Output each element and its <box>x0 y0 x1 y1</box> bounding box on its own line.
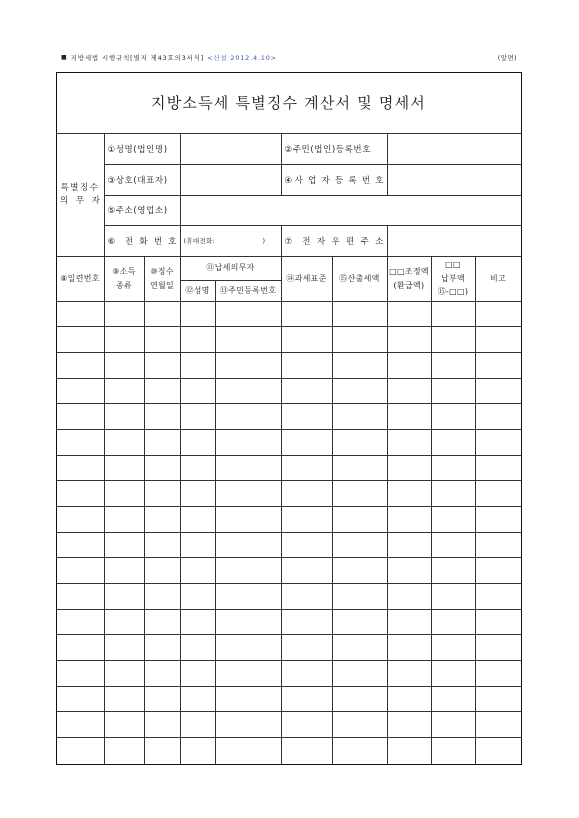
payment-cell[interactable] <box>432 584 476 610</box>
tax-base-cell[interactable] <box>282 584 333 610</box>
adjustment-cell[interactable] <box>388 507 432 533</box>
detail-row <box>57 481 521 507</box>
collection-date-cell[interactable] <box>145 712 181 738</box>
computed-tax-cell[interactable] <box>333 687 388 713</box>
taxpayer-name-cell[interactable] <box>181 635 216 661</box>
adjustment-header-line2: (환급액) <box>393 280 425 290</box>
adjustment-header-line1: □□조정액 <box>389 267 429 276</box>
collection-date-cell[interactable] <box>145 507 181 533</box>
name-label: ①성명(법인명) <box>107 144 168 155</box>
remarks-cell[interactable] <box>476 353 521 379</box>
detail-row <box>57 456 521 482</box>
payment-cell[interactable] <box>432 533 476 559</box>
payment-cell[interactable] <box>432 404 476 430</box>
computed-tax-header-text: ⑮산출세액 <box>339 273 380 283</box>
taxpayer-name-cell[interactable] <box>181 379 216 405</box>
trade-name-label-cell <box>105 165 181 196</box>
computed-tax-cell[interactable] <box>333 584 388 610</box>
taxpayer-name-cell[interactable] <box>181 738 216 764</box>
detail-row <box>57 738 521 764</box>
detail-row <box>57 712 521 738</box>
taxpayer-name-cell[interactable] <box>181 610 216 636</box>
collection-date-cell[interactable] <box>145 533 181 559</box>
adjustment-cell[interactable] <box>388 712 432 738</box>
detail-row <box>57 327 521 353</box>
taxpayer-rrn-cell[interactable] <box>216 379 282 405</box>
collection-date-cell[interactable] <box>145 430 181 456</box>
tax-base-cell[interactable] <box>282 456 333 482</box>
remarks-cell[interactable] <box>476 687 521 713</box>
tax-base-cell[interactable] <box>282 379 333 405</box>
email-label-cell <box>282 226 388 257</box>
tax-base-cell[interactable] <box>282 430 333 456</box>
payment-cell[interactable] <box>432 661 476 687</box>
taxpayer-name-cell[interactable] <box>181 430 216 456</box>
computed-tax-cell[interactable] <box>333 635 388 661</box>
page-side-label: (앞면) <box>497 53 517 62</box>
taxpayer-name-cell[interactable] <box>181 302 216 328</box>
taxpayer-rrn-cell[interactable] <box>216 661 282 687</box>
remarks-cell[interactable] <box>476 635 521 661</box>
collection-date-header-line1: ⑩징수 <box>150 267 174 276</box>
trade-name-field[interactable] <box>181 165 282 196</box>
detail-row <box>57 558 521 584</box>
computed-tax-header <box>333 257 388 302</box>
taxpayer-rrn-cell[interactable] <box>216 687 282 713</box>
taxpayer-rrn-cell[interactable] <box>216 404 282 430</box>
remarks-cell[interactable] <box>476 379 521 405</box>
serial-no-cell[interactable] <box>57 404 105 430</box>
tax-base-cell[interactable] <box>282 327 333 353</box>
remarks-cell[interactable] <box>476 738 521 764</box>
taxpayer-rrn-cell[interactable] <box>216 610 282 636</box>
taxpayer-rrn-cell[interactable] <box>216 481 282 507</box>
serial-no-cell[interactable] <box>57 635 105 661</box>
payment-cell[interactable] <box>432 430 476 456</box>
serial-no-cell[interactable] <box>57 558 105 584</box>
detail-row <box>57 610 521 636</box>
withholder-label-line1: 특별징수 <box>60 182 100 193</box>
payment-cell[interactable] <box>432 687 476 713</box>
income-type-header-line1: ⑨소득 <box>112 267 136 276</box>
taxpayer-rrn-cell[interactable] <box>216 533 282 559</box>
taxpayer-name-cell[interactable] <box>181 353 216 379</box>
payment-header <box>432 257 476 302</box>
collection-date-cell[interactable] <box>145 558 181 584</box>
detail-row <box>57 584 521 610</box>
computed-tax-cell[interactable] <box>333 404 388 430</box>
income-type-cell[interactable] <box>105 635 145 661</box>
taxpayer-rrn-cell[interactable] <box>216 302 282 328</box>
remarks-cell[interactable] <box>476 430 521 456</box>
tax-base-header-text: ⑭과세표준 <box>286 273 327 283</box>
form-reference-line <box>61 52 277 62</box>
biz-reg-no-field[interactable] <box>388 165 521 196</box>
taxpayer-rrn-header-text: ⑬주민등록번호 <box>219 285 277 295</box>
adjustment-header <box>388 257 432 302</box>
tax-base-cell[interactable] <box>282 635 333 661</box>
remarks-cell[interactable] <box>476 610 521 636</box>
serial-no-cell[interactable] <box>57 533 105 559</box>
adjustment-cell[interactable] <box>388 584 432 610</box>
adjustment-cell[interactable] <box>388 635 432 661</box>
detail-row <box>57 379 521 405</box>
computed-tax-cell[interactable] <box>333 456 388 482</box>
computed-tax-cell[interactable] <box>333 302 388 328</box>
adjustment-cell[interactable] <box>388 558 432 584</box>
taxpayer-group-header <box>181 257 282 281</box>
withholder-section-label <box>57 134 105 257</box>
collection-date-cell[interactable] <box>145 302 181 328</box>
reg-no-label: ②주민(법인)등록번호 <box>284 144 372 155</box>
tax-base-cell[interactable] <box>282 661 333 687</box>
address-label-cell <box>105 196 181 226</box>
tax-base-cell[interactable] <box>282 738 333 764</box>
income-type-cell[interactable] <box>105 302 145 328</box>
tax-base-cell[interactable] <box>282 687 333 713</box>
taxpayer-name-cell[interactable] <box>181 404 216 430</box>
serial-no-cell[interactable] <box>57 507 105 533</box>
income-type-cell[interactable] <box>105 379 145 405</box>
computed-tax-cell[interactable] <box>333 353 388 379</box>
detail-row <box>57 430 521 456</box>
taxpayer-name-cell[interactable] <box>181 533 216 559</box>
adjustment-cell[interactable] <box>388 302 432 328</box>
payment-cell[interactable] <box>432 610 476 636</box>
income-type-cell[interactable] <box>105 430 145 456</box>
adjustment-cell[interactable] <box>388 738 432 764</box>
taxpayer-name-cell[interactable] <box>181 507 216 533</box>
income-type-cell[interactable] <box>105 353 145 379</box>
address-field[interactable] <box>181 196 521 226</box>
address-label: ⑤주소(영업소) <box>107 206 168 216</box>
serial-no-cell[interactable] <box>57 584 105 610</box>
income-type-cell[interactable] <box>105 533 145 559</box>
tax-base-cell[interactable] <box>282 558 333 584</box>
tax-base-cell[interactable] <box>282 507 333 533</box>
mobile-phone-hint: (휴대전화: ) <box>183 237 266 245</box>
income-type-cell[interactable] <box>105 738 145 764</box>
phone-field[interactable] <box>181 226 282 257</box>
adjustment-cell[interactable] <box>388 687 432 713</box>
payment-cell[interactable] <box>432 635 476 661</box>
name-field[interactable] <box>181 134 282 165</box>
taxpayer-rrn-cell[interactable] <box>216 635 282 661</box>
computed-tax-cell[interactable] <box>333 712 388 738</box>
tax-base-cell[interactable] <box>282 302 333 328</box>
taxpayer-group-header-text: ⑪납세의무자 <box>206 263 255 273</box>
taxpayer-name-cell[interactable] <box>181 481 216 507</box>
taxpayer-rrn-cell[interactable] <box>216 558 282 584</box>
serial-no-cell[interactable] <box>57 661 105 687</box>
taxpayer-rrn-cell[interactable] <box>216 430 282 456</box>
detail-row <box>57 533 521 559</box>
collection-date-cell[interactable] <box>145 687 181 713</box>
payment-cell[interactable] <box>432 481 476 507</box>
adjustment-cell[interactable] <box>388 661 432 687</box>
taxpayer-rrn-cell[interactable] <box>216 353 282 379</box>
form-title-cell <box>57 73 521 134</box>
remarks-cell[interactable] <box>476 327 521 353</box>
adjustment-cell[interactable] <box>388 430 432 456</box>
taxpayer-name-cell[interactable] <box>181 584 216 610</box>
serial-no-cell[interactable] <box>57 302 105 328</box>
collection-date-cell[interactable] <box>145 379 181 405</box>
detail-row <box>57 404 521 430</box>
biz-reg-no-label-cell <box>282 165 388 196</box>
income-type-header <box>105 257 145 302</box>
phone-label-cell <box>105 226 181 257</box>
income-type-cell[interactable] <box>105 507 145 533</box>
income-type-cell[interactable] <box>105 404 145 430</box>
taxpayer-name-cell[interactable] <box>181 327 216 353</box>
remarks-cell[interactable] <box>476 404 521 430</box>
payment-header-line1: □□ <box>445 260 461 270</box>
computed-tax-cell[interactable] <box>333 533 388 559</box>
detail-row <box>57 507 521 533</box>
serial-no-header-text: ⑧일련번호 <box>60 273 100 283</box>
payment-cell[interactable] <box>432 456 476 482</box>
remarks-cell[interactable] <box>476 533 521 559</box>
serial-no-header <box>57 257 105 302</box>
remarks-header-text: 비고 <box>489 273 507 283</box>
collection-date-cell[interactable] <box>145 353 181 379</box>
tax-base-cell[interactable] <box>282 610 333 636</box>
taxpayer-name-header <box>181 281 216 302</box>
adjustment-cell[interactable] <box>388 533 432 559</box>
collection-date-cell[interactable] <box>145 635 181 661</box>
withholder-label-line2: 의 무 자 <box>60 195 100 206</box>
collection-date-cell[interactable] <box>145 584 181 610</box>
computed-tax-cell[interactable] <box>333 661 388 687</box>
detail-row <box>57 353 521 379</box>
income-type-cell[interactable] <box>105 558 145 584</box>
remarks-cell[interactable] <box>476 481 521 507</box>
collection-date-header <box>145 257 181 302</box>
email-label: ⑦ 전 자 우 편 주 소 <box>284 236 384 247</box>
adjustment-cell[interactable] <box>388 379 432 405</box>
reg-no-field[interactable] <box>388 134 521 165</box>
computed-tax-cell[interactable] <box>333 379 388 405</box>
remarks-cell[interactable] <box>476 584 521 610</box>
adjustment-cell[interactable] <box>388 327 432 353</box>
collection-date-cell[interactable] <box>145 456 181 482</box>
income-type-header-line2: 종류 <box>115 280 133 290</box>
computed-tax-cell[interactable] <box>333 738 388 764</box>
taxpayer-name-cell[interactable] <box>181 712 216 738</box>
collection-date-cell[interactable] <box>145 481 181 507</box>
tax-base-cell[interactable] <box>282 404 333 430</box>
payment-cell[interactable] <box>432 379 476 405</box>
remarks-cell[interactable] <box>476 558 521 584</box>
trade-name-label: ③상호(대표자) <box>107 175 168 186</box>
collection-date-cell[interactable] <box>145 610 181 636</box>
adjustment-cell[interactable] <box>388 353 432 379</box>
detail-table-body <box>57 302 521 764</box>
payment-cell[interactable] <box>432 712 476 738</box>
reg-no-label-cell <box>282 134 388 165</box>
remarks-cell[interactable] <box>476 302 521 328</box>
income-type-cell[interactable] <box>105 661 145 687</box>
phone-label: ⑥ 전 화 번 호 <box>107 236 177 247</box>
taxpayer-rrn-cell[interactable] <box>216 584 282 610</box>
adjustment-cell[interactable] <box>388 610 432 636</box>
detail-row <box>57 687 521 713</box>
payment-cell[interactable] <box>432 507 476 533</box>
serial-no-cell[interactable] <box>57 610 105 636</box>
withholding-statement-form <box>56 72 522 765</box>
payment-header-line3: ⑮-□□) <box>437 287 469 297</box>
computed-tax-cell[interactable] <box>333 430 388 456</box>
taxpayer-name-cell[interactable] <box>181 558 216 584</box>
serial-no-cell[interactable] <box>57 738 105 764</box>
regulation-reference: 지방세법 시행규칙[별지 제43호의3서식] <box>70 53 205 62</box>
taxpayer-rrn-cell[interactable] <box>216 327 282 353</box>
income-type-cell[interactable] <box>105 456 145 482</box>
payment-cell[interactable] <box>432 558 476 584</box>
adjustment-cell[interactable] <box>388 481 432 507</box>
collection-date-cell[interactable] <box>145 404 181 430</box>
remarks-cell[interactable] <box>476 456 521 482</box>
adjustment-cell[interactable] <box>388 456 432 482</box>
income-type-cell[interactable] <box>105 712 145 738</box>
taxpayer-rrn-header <box>216 281 282 302</box>
payment-cell[interactable] <box>432 738 476 764</box>
form-title: 지방소득세 특별징수 계산서 및 명세서 <box>151 94 426 112</box>
detail-row <box>57 302 521 328</box>
serial-no-cell[interactable] <box>57 687 105 713</box>
remarks-cell[interactable] <box>476 661 521 687</box>
income-type-cell[interactable] <box>105 687 145 713</box>
adjustment-cell[interactable] <box>388 404 432 430</box>
tax-base-cell[interactable] <box>282 481 333 507</box>
tax-base-header <box>282 257 333 302</box>
detail-row <box>57 635 521 661</box>
name-label-cell <box>105 134 181 165</box>
computed-tax-cell[interactable] <box>333 481 388 507</box>
computed-tax-cell[interactable] <box>333 558 388 584</box>
collection-date-cell[interactable] <box>145 661 181 687</box>
taxpayer-name-cell[interactable] <box>181 661 216 687</box>
payment-cell[interactable] <box>432 353 476 379</box>
computed-tax-cell[interactable] <box>333 610 388 636</box>
remarks-cell[interactable] <box>476 507 521 533</box>
serial-no-cell[interactable] <box>57 353 105 379</box>
tax-base-cell[interactable] <box>282 712 333 738</box>
income-type-cell[interactable] <box>105 481 145 507</box>
serial-no-cell[interactable] <box>57 481 105 507</box>
computed-tax-cell[interactable] <box>333 327 388 353</box>
revision-note: <신설 2012.4.10> <box>207 53 277 62</box>
remarks-header <box>476 257 521 302</box>
serial-no-cell[interactable] <box>57 712 105 738</box>
payment-cell[interactable] <box>432 302 476 328</box>
taxpayer-rrn-cell[interactable] <box>216 456 282 482</box>
collection-date-header-line2: 연월일 <box>149 280 175 290</box>
taxpayer-rrn-cell[interactable] <box>216 738 282 764</box>
collection-date-cell[interactable] <box>145 327 181 353</box>
computed-tax-cell[interactable] <box>333 507 388 533</box>
taxpayer-rrn-cell[interactable] <box>216 712 282 738</box>
serial-no-cell[interactable] <box>57 327 105 353</box>
income-type-cell[interactable] <box>105 584 145 610</box>
taxpayer-name-cell[interactable] <box>181 456 216 482</box>
taxpayer-name-cell[interactable] <box>181 687 216 713</box>
remarks-cell[interactable] <box>476 712 521 738</box>
tax-base-cell[interactable] <box>282 533 333 559</box>
taxpayer-name-header-text: ⑫성명 <box>185 285 210 295</box>
payment-header-line2: 납부액 <box>440 273 466 283</box>
collection-date-cell[interactable] <box>145 738 181 764</box>
serial-no-cell[interactable] <box>57 456 105 482</box>
tax-base-cell[interactable] <box>282 353 333 379</box>
taxpayer-rrn-cell[interactable] <box>216 507 282 533</box>
serial-no-cell[interactable] <box>57 379 105 405</box>
serial-no-cell[interactable] <box>57 430 105 456</box>
biz-reg-no-label: ④사 업 자 등 록 번 호 <box>284 175 384 186</box>
square-bullet-icon: ■ <box>61 53 67 61</box>
income-type-cell[interactable] <box>105 327 145 353</box>
payment-cell[interactable] <box>432 327 476 353</box>
detail-row <box>57 661 521 687</box>
income-type-cell[interactable] <box>105 610 145 636</box>
email-field[interactable] <box>388 226 521 257</box>
